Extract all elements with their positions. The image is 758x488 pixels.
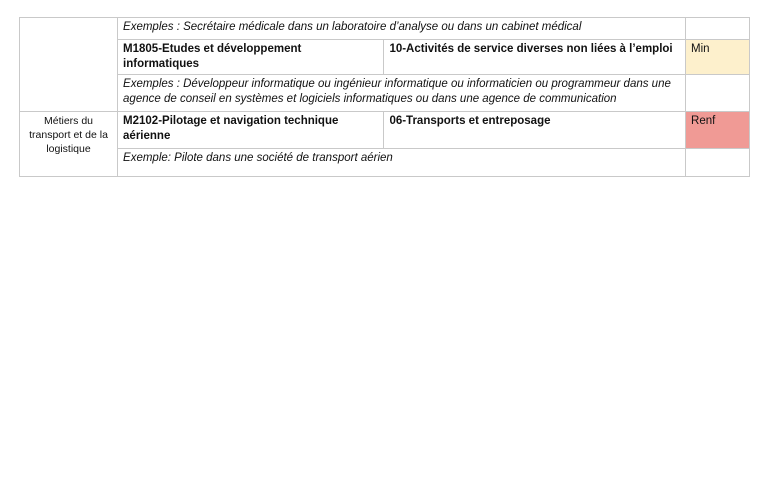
domain-cell: Métiers du transport et de la logistique (20, 112, 118, 177)
level-cell-empty (686, 75, 750, 112)
table-row-m2102 (20, 112, 750, 149)
table-row-example-pilote (20, 149, 750, 177)
job-sector-table (19, 17, 750, 177)
level-badge-renf: Renf (686, 112, 750, 149)
job-code-cell: M1805-Etudes et développement informatiques (118, 40, 384, 75)
level-cell-empty (686, 18, 750, 40)
example-text: Exemples : Secrétaire médicale dans un laboratoire d’analyse ou dans un cabinet médical (118, 18, 686, 40)
job-code-cell: M2102-Pilotage et navigation technique aérienne (118, 112, 384, 149)
table-row-m1805 (20, 40, 750, 75)
sector-cell: 10-Activités de service diverses non liées à l’emploi (384, 40, 686, 75)
level-cell-empty (686, 149, 750, 177)
level-badge-min: Min (686, 40, 750, 75)
example-text: Exemple: Pilote dans une société de transport aérien (118, 149, 686, 177)
table-row-example-developpeur (20, 75, 750, 112)
table-row-example-secretaire (20, 18, 750, 40)
domain-cell-empty (20, 18, 118, 112)
sector-cell: 06-Transports et entreposage (384, 112, 686, 149)
example-text: Exemples : Développeur informatique ou ingénieur informatique ou informaticien ou programmeur dans une agence de conseil en systèmes et logiciels informatiques ou dans une agence de communication (118, 75, 686, 112)
